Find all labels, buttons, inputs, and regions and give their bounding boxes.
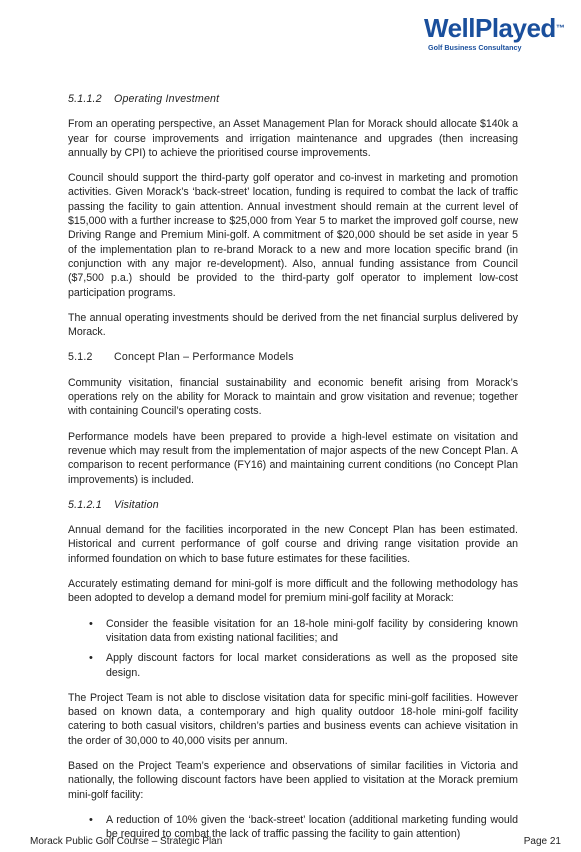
document-body [68,92,518,852]
heading-title: Visitation [114,498,159,511]
paragraph: The annual operating investments should be derived from the net financial surplus delivered by Morack. [68,311,518,339]
footer-page-number: Page 21 [523,836,561,847]
heading-title: Operating Investment [114,93,220,105]
paragraph: Annual demand for the facilities incorporated in the new Concept Plan has been estimated. Historical and current performance of golf course and driving range visitation provide an informed foundation on which to base future estimates for these facilities. [68,524,518,565]
heading-5-1-1-2 [68,92,518,106]
bullet-list [68,617,518,680]
logo-played: Played [474,13,556,43]
heading-5-1-2 [68,350,518,364]
list-item: • A reduction of 10% given the ‘back-street’ location (additional marketing funding would be required to combat the lack of traffic passing the facility to gain attention) [68,813,518,842]
heading-title: Concept Plan – Performance Models [114,351,294,364]
paragraph: Accurately estimating demand for mini-golf is more difficult and the following methodology has been adopted to develop a demand model for premium mini-golf facility at Morack: [68,578,518,605]
wellplayed-logo [424,14,574,56]
list-item: • Consider the feasible visitation for an 18-hole mini-golf facility by considering known visitation data from existing national facilities; and [68,617,518,646]
heading-number: 5.1.1.2 [68,93,102,105]
paragraph: Based on the Project Team’s experience and observations of similar facilities in Victoria and nationally, the following discount factors have been applied to visitation at the Morack premium mini-golf facility: [68,759,518,801]
page-footer [30,836,561,846]
paragraph: Council should support the third-party golf operator and co-invest in marketing and promotion activities. Given Morack’s ‘back-street’ location, funding is required to combat the lack of traffic passing the facility to gain attention. Annual investment should remain at the current level of $15,000 with a further increase to $25,000 from Year 5 to market the improved golf course, new Driving Range and Premium Mini-golf. A commitment of $20,000 should be set aside in year 5 of the implementation plan to re-brand Morack to a new and more location specific brand (in conjunction with any major re-development). Also, annual funding assistance from Council ($7,500 p.a.) should be provided to the third-party golf operator to implement low-cost participation programs. [68,172,518,299]
list-item: • Apply discount factors for local market considerations as well as the proposed site design. [68,651,518,680]
paragraph: Community visitation, financial sustainability and economic benefit arising from Morack’s operations rely on the ability for Morack to maintain and grow visitation and revenue; together with containing Council’s operating costs. [68,376,518,418]
heading-5-1-2-1 [68,498,518,512]
heading-number: 5.1.2 [68,351,93,364]
paragraph: The Project Team is not able to disclose visitation data for specific mini-golf facilities. However based on known data, a contemporary and high quality outdoor 18-hole mini-golf facility catering to both casual visitors, children’s parties and business events can achieve visitation in the order of 30,000 to 40,000 visits per annum. [68,691,518,747]
logo-tagline: Golf Business Consultancy [428,43,522,52]
footer-document-title: Morack Public Golf Course – Strategic Plan [30,836,223,847]
logo-wordmark [424,14,574,42]
logo-trademark: ™ [555,23,565,33]
paragraph: From an operating perspective, an Asset Management Plan for Morack should allocate $140k a year for course improvements and irrigation maintenance and upgrades (then increasing annually by CPI) to achieve the prioritised course improvements. [68,118,518,159]
logo-well: Well [424,13,475,43]
paragraph: Performance models have been prepared to provide a high-level estimate on visitation and revenue which may result from the implementation of major aspects of the new Concept Plan. A comparison to recent performance (FY16) and maintaining current conditions (no Concept Plan improvements) is included. [68,430,518,486]
heading-number: 5.1.2.1 [68,498,102,511]
